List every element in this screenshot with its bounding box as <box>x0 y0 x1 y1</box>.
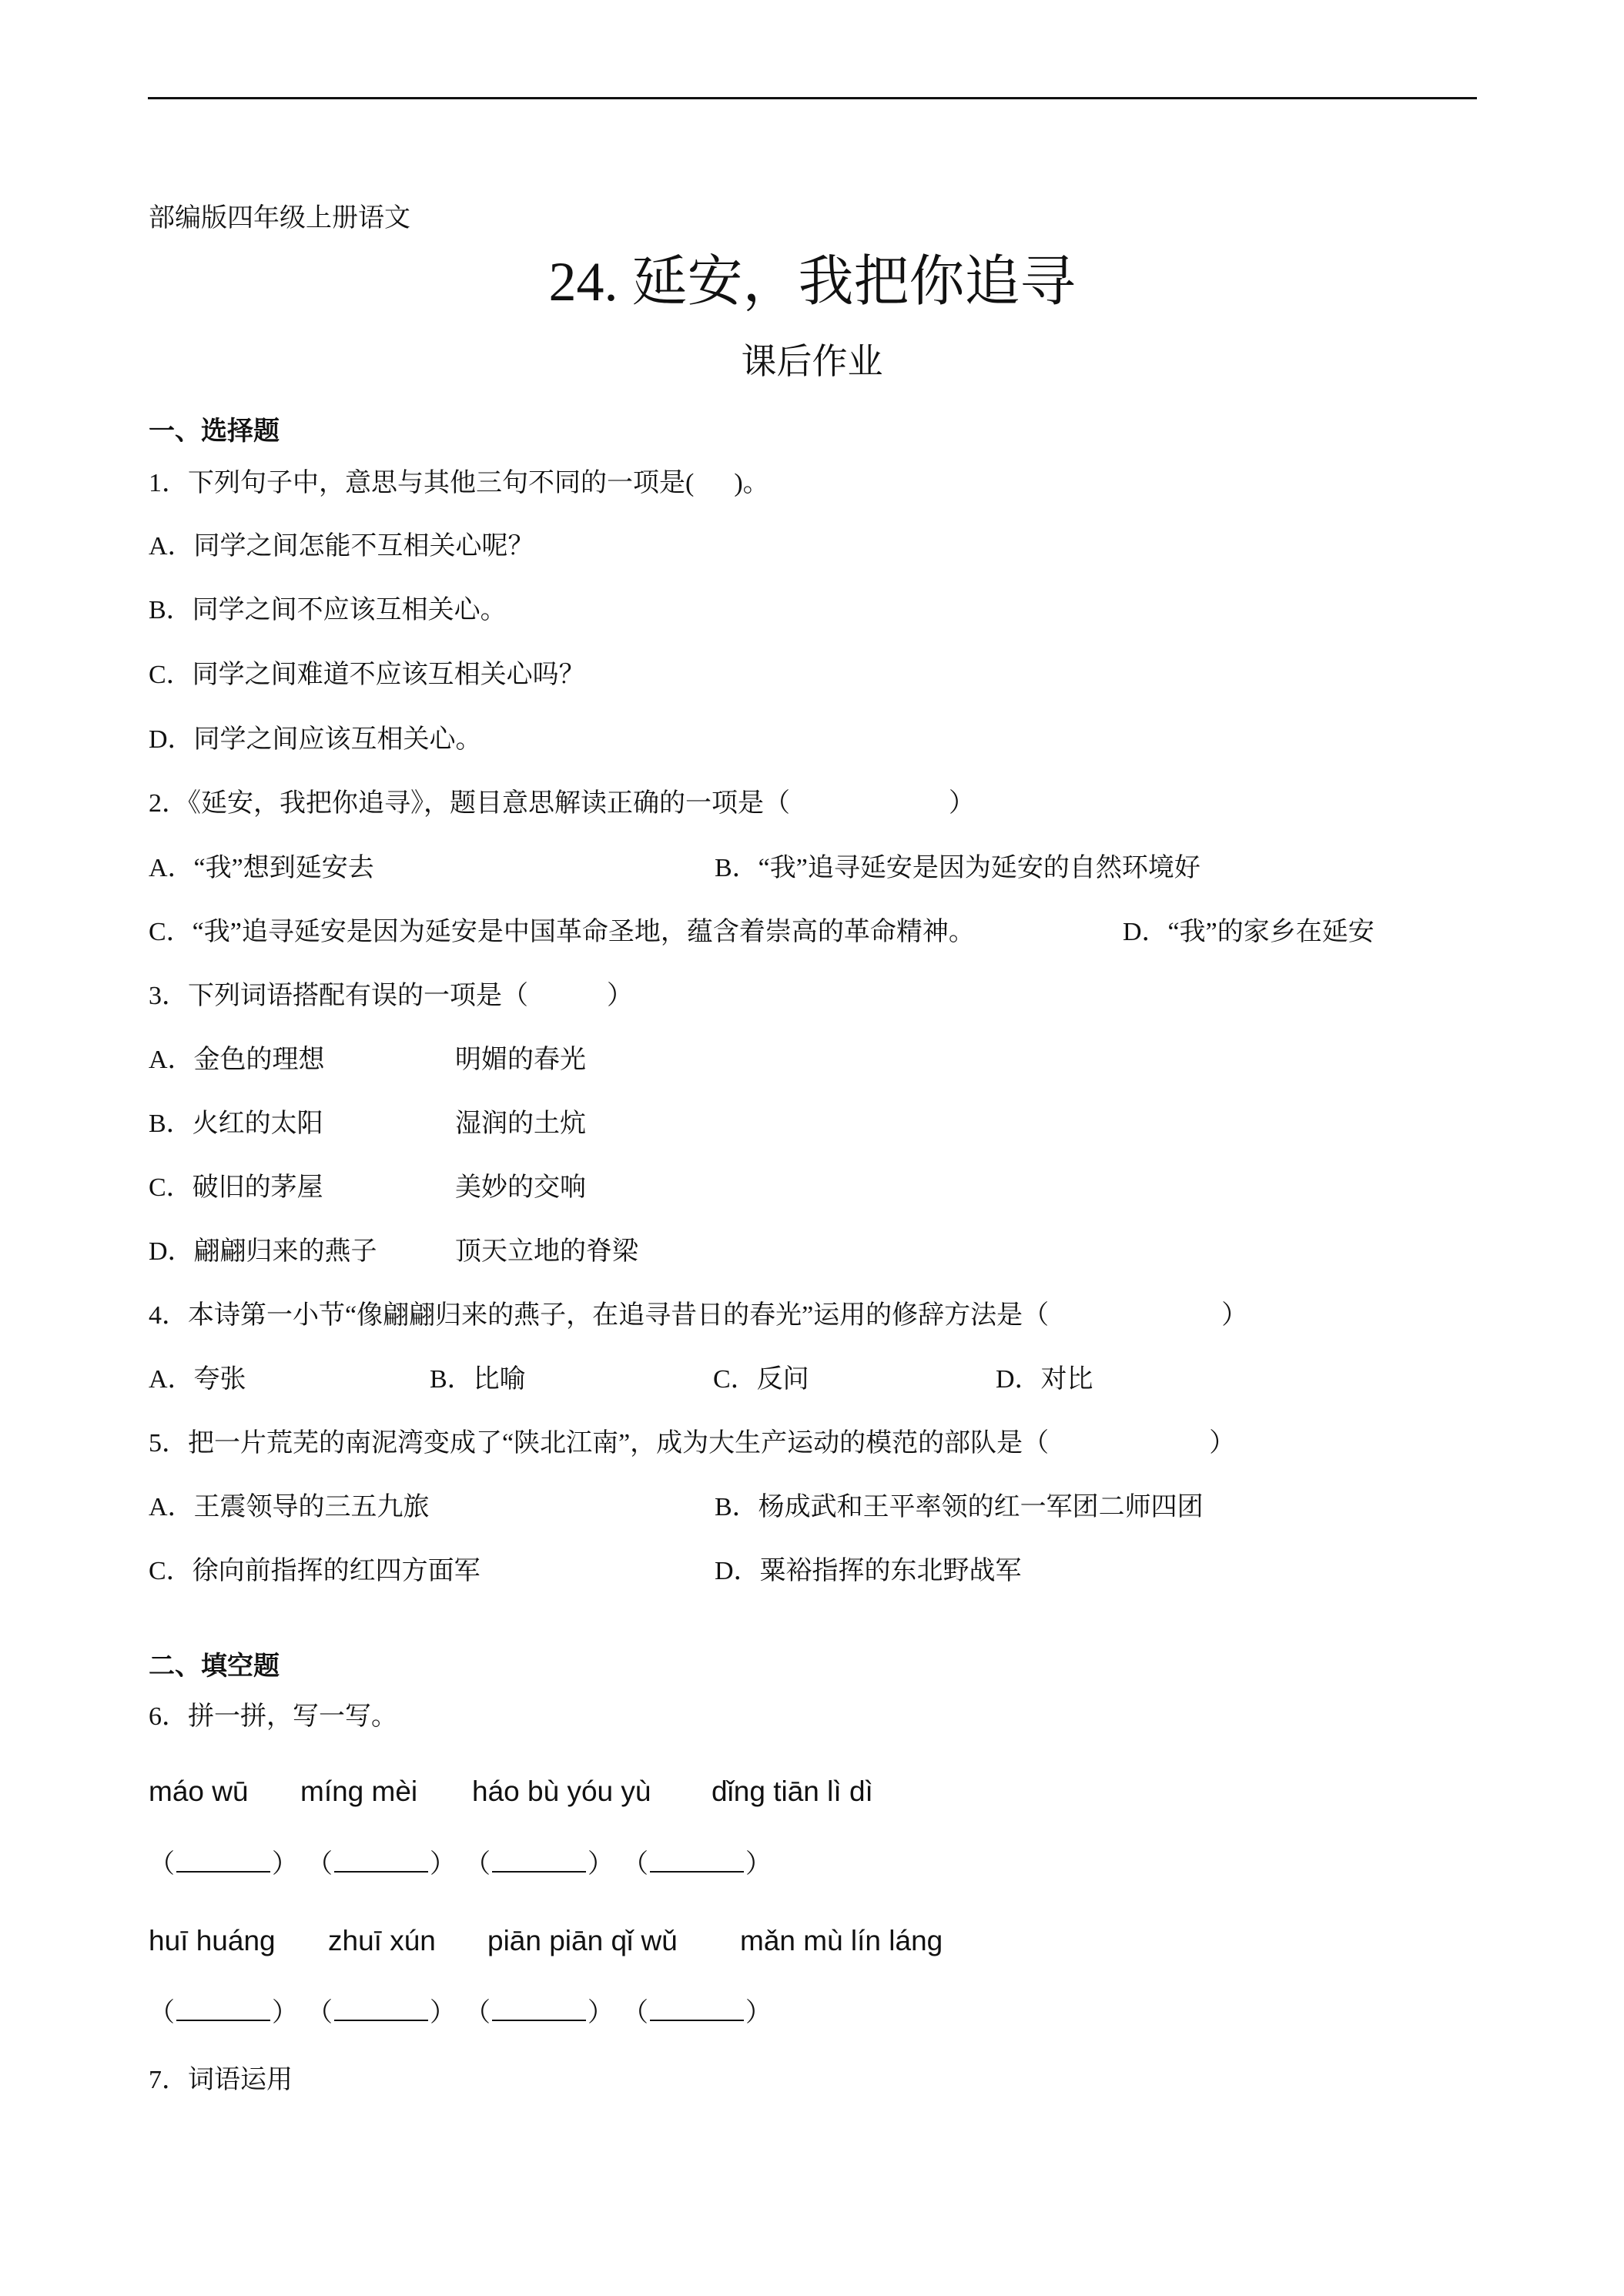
pinyin-3: háo bù yóu yù <box>472 1776 651 1807</box>
header-rule <box>148 97 1477 99</box>
question-3-option-d-left: D．翩翩归来的燕子 <box>149 1237 377 1266</box>
paren-open: （ <box>464 1850 491 1879</box>
question-3-option-c-right: 美妙的交响 <box>455 1173 586 1202</box>
question-4-stem: 4．本诗第一小节“像翩翩归来的燕子，在追寻昔日的春光”运用的修辞方法是（ <box>149 1301 1050 1330</box>
blank-line <box>334 1848 428 1873</box>
question-2-option-c: C．“我”追寻延安是因为延安是中国革命圣地，蕴含着崇高的革命精神。 <box>149 918 975 946</box>
question-5-stem-end: ） <box>1209 1429 1236 1458</box>
section-heading-fill: 二、填空题 <box>149 1651 280 1682</box>
blank-line <box>176 1996 270 2021</box>
blank-line <box>334 1996 428 2021</box>
question-4-option-b: B．比喻 <box>430 1365 526 1394</box>
question-2-stem: 2．《延安，我把你追寻》，题目意思解读正确的一项是（ <box>149 789 790 818</box>
question-7: 7．词语运用 <box>149 2066 293 2094</box>
paren-open: （ <box>149 1850 175 1879</box>
paren-close: ） <box>430 1850 456 1879</box>
paren-close: ） <box>430 1999 456 2027</box>
question-5-stem: 5．把一片荒芜的南泥湾变成了“陕北江南”，成为大生产运动的模范的部队是（ <box>149 1429 1050 1458</box>
question-3 <box>149 979 633 1013</box>
question-4-option-c: C．反问 <box>713 1365 809 1394</box>
question-4-option-d: D．对比 <box>996 1365 1093 1394</box>
paren-close: ） <box>588 1850 614 1879</box>
paren-open: （ <box>306 1850 333 1879</box>
pinyin-1: máo wū <box>149 1776 249 1807</box>
pinyin-6: zhuī xún <box>328 1925 436 1956</box>
paren-close: ） <box>745 1850 772 1879</box>
blank-line <box>492 1996 586 2021</box>
answer-blank-4[interactable] <box>622 1848 772 1882</box>
paren-open: （ <box>464 1999 491 2027</box>
question-3-option-c-left: C．破旧的茅屋 <box>149 1173 323 1202</box>
paren-close: ） <box>272 1999 298 2027</box>
question-2-option-b: B．“我”追寻延安是因为延安的自然环境好 <box>715 854 1200 882</box>
question-1-option-d: D．同学之间应该互相关心。 <box>149 725 482 754</box>
blank-line <box>650 1848 744 1873</box>
section-heading-choice: 一、选择题 <box>149 416 280 447</box>
question-6: 6．拼一拼，写一写。 <box>149 1702 397 1731</box>
question-1-option-a: A．同学之间怎能不互相关心呢？ <box>149 532 534 561</box>
question-5-option-d: D．粟裕指挥的东北野战军 <box>715 1557 1022 1585</box>
paren-open: （ <box>622 1999 648 2027</box>
pinyin-8: mǎn mù lín láng <box>740 1925 943 1956</box>
page-subtitle: 课后作业 <box>741 342 883 381</box>
question-5 <box>149 1427 1235 1461</box>
question-1 <box>149 467 769 500</box>
question-3-option-b-left: B．火红的太阳 <box>149 1110 323 1138</box>
question-3-option-d-right: 顶天立地的脊梁 <box>455 1237 638 1266</box>
pinyin-4: dǐng tiān lì dì <box>712 1776 873 1807</box>
answer-blank-3[interactable] <box>464 1848 614 1882</box>
page-title: 24. 延安，我把你追寻 <box>548 251 1076 313</box>
question-2 <box>149 787 975 821</box>
question-4 <box>149 1299 1247 1333</box>
question-1-stem-end: )。 <box>734 469 769 497</box>
question-4-stem-end: ） <box>1221 1301 1248 1330</box>
answer-blank-1[interactable] <box>149 1848 298 1882</box>
answer-blank-2[interactable] <box>306 1848 456 1882</box>
paren-open: （ <box>306 1999 333 2027</box>
question-1-stem: 1．下列句子中，意思与其他三句不同的一项是( <box>149 469 695 497</box>
paren-close: ） <box>272 1850 298 1879</box>
answer-blank-8[interactable] <box>622 1996 772 2030</box>
paren-close: ） <box>745 1999 772 2027</box>
question-2-stem-end: ） <box>949 789 975 818</box>
blank-line <box>650 1996 744 2021</box>
answer-blank-7[interactable] <box>464 1996 614 2030</box>
pinyin-5: huī huáng <box>149 1925 276 1956</box>
pinyin-7: piān piān qǐ wǔ <box>487 1925 678 1956</box>
paren-close: ） <box>588 1999 614 2027</box>
subject-label: 部编版四年级上册语文 <box>149 204 410 233</box>
question-3-option-b-right: 湿润的土炕 <box>455 1110 586 1138</box>
question-1-option-b: B．同学之间不应该互相关心。 <box>149 596 507 624</box>
question-2-option-a: A．“我”想到延安去 <box>149 854 374 882</box>
blank-line <box>492 1848 586 1873</box>
question-1-option-c: C．同学之间难道不应该互相关心吗？ <box>149 661 585 689</box>
question-3-option-a-left: A．金色的理想 <box>149 1046 325 1074</box>
question-3-option-a-right: 明媚的春光 <box>455 1046 586 1074</box>
pinyin-2: míng mèi <box>300 1776 418 1807</box>
question-3-stem-end: ） <box>607 982 633 1010</box>
question-3-stem: 3．下列词语搭配有误的一项是（ <box>149 982 528 1010</box>
question-5-option-b: B．杨成武和王平率领的红一军团二师四团 <box>715 1493 1204 1521</box>
answer-blank-5[interactable] <box>149 1996 298 2030</box>
paren-open: （ <box>622 1850 648 1879</box>
question-5-option-c: C．徐向前指挥的红四方面军 <box>149 1557 481 1585</box>
blank-line <box>176 1848 270 1873</box>
answer-blank-6[interactable] <box>306 1996 456 2030</box>
question-5-option-a: A．王震领导的三五九旅 <box>149 1493 430 1521</box>
question-4-option-a: A．夸张 <box>149 1365 246 1394</box>
paren-open: （ <box>149 1999 175 2027</box>
question-2-option-d: D．“我”的家乡在延安 <box>1123 918 1375 946</box>
